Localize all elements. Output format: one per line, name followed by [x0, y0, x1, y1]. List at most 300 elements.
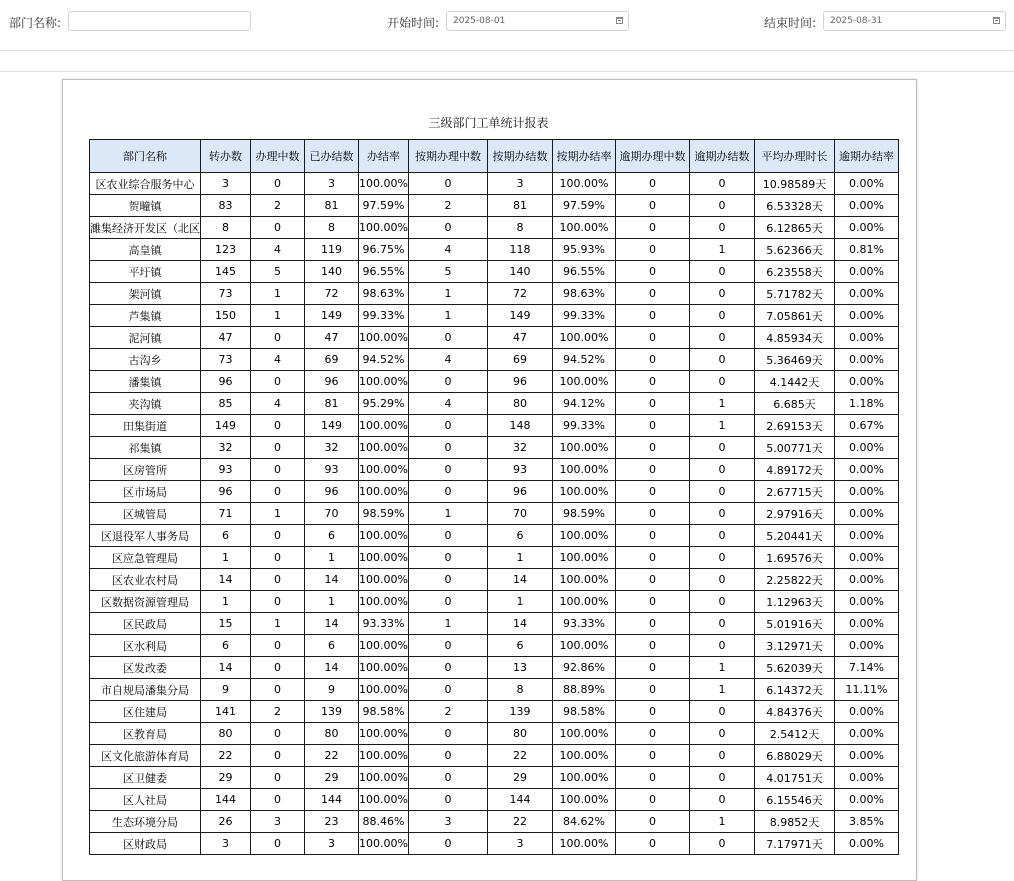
table-cell: 139	[305, 701, 359, 723]
table-cell: 32	[487, 437, 552, 459]
table-cell: 14	[305, 613, 359, 635]
table-cell: 2.67715天	[754, 481, 834, 503]
table-cell: 100.00%	[359, 415, 409, 437]
table-cell: 0	[615, 767, 689, 789]
table-row	[90, 811, 899, 833]
table-cell: 99.33%	[359, 305, 409, 327]
table-cell: 5	[251, 261, 305, 283]
table-cell: 1	[689, 679, 754, 701]
table-cell: 144	[487, 789, 552, 811]
table-cell: 22	[487, 745, 552, 767]
table-cell: 0.00%	[834, 745, 898, 767]
table-cell: 100.00%	[552, 525, 615, 547]
table-cell: 0.00%	[834, 327, 898, 349]
table-row	[90, 569, 899, 591]
table-cell: 2.5412天	[754, 723, 834, 745]
table-cell: 92.86%	[552, 657, 615, 679]
table-cell: 0	[408, 591, 487, 613]
table-cell: 9	[201, 679, 251, 701]
column-header: 逾期办结数	[689, 140, 754, 173]
table-cell: 1	[305, 547, 359, 569]
table-cell: 0.00%	[834, 723, 898, 745]
table-cell: 98.58%	[359, 701, 409, 723]
table-row	[90, 591, 899, 613]
report-table	[89, 139, 899, 855]
table-cell: 100.00%	[552, 547, 615, 569]
table-cell: 1	[408, 305, 487, 327]
table-cell: 0	[251, 547, 305, 569]
table-cell: 100.00%	[552, 217, 615, 239]
table-cell: 0	[615, 283, 689, 305]
table-cell: 0	[408, 745, 487, 767]
table-cell: 3	[305, 833, 359, 855]
table-cell: 96	[305, 481, 359, 503]
table-cell: 0	[615, 701, 689, 723]
table-row	[90, 217, 899, 239]
table-row	[90, 503, 899, 525]
column-header: 按期办结数	[487, 140, 552, 173]
end-date-value: 2025-08-31	[830, 16, 883, 26]
dept-name-cell: 区财政局	[90, 833, 201, 855]
table-cell: 0	[689, 745, 754, 767]
table-cell: 0.00%	[834, 261, 898, 283]
dept-name-cell: 泥河镇	[90, 327, 201, 349]
dept-name-cell: 古沟乡	[90, 349, 201, 371]
table-row	[90, 679, 899, 701]
table-cell: 6	[487, 525, 552, 547]
table-cell: 83	[201, 195, 251, 217]
table-cell: 0	[615, 745, 689, 767]
table-body	[90, 173, 899, 855]
table-cell: 6.15546天	[754, 789, 834, 811]
table-row	[90, 261, 899, 283]
table-cell: 9	[305, 679, 359, 701]
table-cell: 1	[251, 503, 305, 525]
table-cell: 4.01751天	[754, 767, 834, 789]
table-cell: 149	[305, 305, 359, 327]
table-cell: 145	[201, 261, 251, 283]
table-cell: 5.36469天	[754, 349, 834, 371]
table-cell: 0	[615, 569, 689, 591]
table-cell: 0	[615, 305, 689, 327]
table-cell: 100.00%	[359, 635, 409, 657]
table-cell: 1.69576天	[754, 547, 834, 569]
column-header: 按期办结率	[552, 140, 615, 173]
dept-name-cell: 田集街道	[90, 415, 201, 437]
table-row	[90, 305, 899, 327]
table-cell: 100.00%	[359, 173, 409, 195]
table-cell: 0.00%	[834, 591, 898, 613]
table-row	[90, 767, 899, 789]
table-cell: 0	[615, 833, 689, 855]
table-cell: 100.00%	[359, 371, 409, 393]
column-header: 平均办理时长	[754, 140, 834, 173]
table-cell: 4.89172天	[754, 459, 834, 481]
table-cell: 0.00%	[834, 701, 898, 723]
table-cell: 100.00%	[552, 833, 615, 855]
divider	[0, 71, 1014, 72]
table-row	[90, 481, 899, 503]
table-cell: 0	[615, 349, 689, 371]
table-cell: 0	[689, 613, 754, 635]
table-cell: 0	[615, 415, 689, 437]
divider	[0, 50, 1014, 51]
table-cell: 5	[408, 261, 487, 283]
table-cell: 1	[408, 503, 487, 525]
table-cell: 96.75%	[359, 239, 409, 261]
table-cell: 0	[615, 437, 689, 459]
table-cell: 100.00%	[359, 789, 409, 811]
table-cell: 14	[487, 569, 552, 591]
table-cell: 93	[487, 459, 552, 481]
table-cell: 0	[689, 833, 754, 855]
table-cell: 0.00%	[834, 173, 898, 195]
table-cell: 72	[487, 283, 552, 305]
table-cell: 144	[305, 789, 359, 811]
table-cell: 0	[251, 745, 305, 767]
table-cell: 0	[615, 261, 689, 283]
table-cell: 0	[251, 569, 305, 591]
table-cell: 71	[201, 503, 251, 525]
table-cell: 6	[201, 525, 251, 547]
table-cell: 100.00%	[359, 679, 409, 701]
table-cell: 0	[689, 789, 754, 811]
dept-name-cell: 区农业农村局	[90, 569, 201, 591]
table-cell: 5.00771天	[754, 437, 834, 459]
table-cell: 0	[689, 481, 754, 503]
table-cell: 96	[201, 481, 251, 503]
table-cell: 100.00%	[552, 591, 615, 613]
dept-name-cell: 区教育局	[90, 723, 201, 745]
table-cell: 2	[408, 701, 487, 723]
table-cell: 0	[408, 217, 487, 239]
table-cell: 0	[689, 547, 754, 569]
table-cell: 5.62039天	[754, 657, 834, 679]
table-cell: 0	[689, 591, 754, 613]
table-cell: 0.00%	[834, 481, 898, 503]
table-cell: 1	[689, 393, 754, 415]
table-cell: 96.55%	[359, 261, 409, 283]
table-cell: 70	[305, 503, 359, 525]
table-cell: 0	[408, 371, 487, 393]
table-cell: 81	[487, 195, 552, 217]
table-cell: 81	[305, 195, 359, 217]
table-cell: 0	[615, 591, 689, 613]
table-cell: 0	[615, 327, 689, 349]
table-cell: 0	[251, 481, 305, 503]
table-cell: 100.00%	[552, 767, 615, 789]
table-cell: 4	[251, 239, 305, 261]
table-row	[90, 239, 899, 261]
table-cell: 5.71782天	[754, 283, 834, 305]
table-cell: 0	[251, 437, 305, 459]
table-cell: 4	[408, 349, 487, 371]
table-cell: 96.55%	[552, 261, 615, 283]
table-cell: 2	[251, 195, 305, 217]
table-cell: 80	[201, 723, 251, 745]
table-cell: 6	[305, 635, 359, 657]
table-cell: 99.33%	[552, 415, 615, 437]
table-cell: 23	[305, 811, 359, 833]
table-cell: 100.00%	[359, 569, 409, 591]
dept-name-input[interactable]	[68, 11, 251, 31]
table-cell: 0	[689, 327, 754, 349]
table-cell: 0	[689, 305, 754, 327]
table-cell: 139	[487, 701, 552, 723]
table-cell: 4.84376天	[754, 701, 834, 723]
table-cell: 100.00%	[359, 437, 409, 459]
table-cell: 0	[689, 723, 754, 745]
table-cell: 85	[201, 393, 251, 415]
column-header: 按期办理中数	[408, 140, 487, 173]
table-cell: 1	[689, 415, 754, 437]
table-cell: 6.88029天	[754, 745, 834, 767]
table-cell: 0	[251, 591, 305, 613]
table-cell: 0	[615, 657, 689, 679]
table-cell: 1	[251, 283, 305, 305]
dept-name-cell: 区数据资源管理局	[90, 591, 201, 613]
table-cell: 93.33%	[552, 613, 615, 635]
table-cell: 100.00%	[552, 437, 615, 459]
table-cell: 150	[201, 305, 251, 327]
table-cell: 0.00%	[834, 305, 898, 327]
table-cell: 0.00%	[834, 217, 898, 239]
calendar-icon[interactable]	[993, 17, 1000, 24]
table-cell: 80	[487, 723, 552, 745]
table-cell: 3	[487, 833, 552, 855]
table-cell: 0	[251, 459, 305, 481]
table-cell: 3	[408, 811, 487, 833]
table-cell: 0	[251, 833, 305, 855]
table-cell: 0	[615, 371, 689, 393]
table-cell: 149	[305, 415, 359, 437]
table-cell: 140	[305, 261, 359, 283]
dept-name-cell: 区城管局	[90, 503, 201, 525]
dept-name-cell: 区退役军人事务局	[90, 525, 201, 547]
table-cell: 0	[689, 525, 754, 547]
table-cell: 1	[408, 613, 487, 635]
table-cell: 14	[201, 569, 251, 591]
table-cell: 100.00%	[552, 173, 615, 195]
table-cell: 0	[251, 657, 305, 679]
table-cell: 3.85%	[834, 811, 898, 833]
table-row	[90, 283, 899, 305]
table-cell: 0	[689, 195, 754, 217]
table-row	[90, 789, 899, 811]
table-row	[90, 833, 899, 855]
table-cell: 100.00%	[552, 723, 615, 745]
table-cell: 1.18%	[834, 393, 898, 415]
table-row	[90, 613, 899, 635]
table-cell: 0.00%	[834, 613, 898, 635]
column-header: 转办数	[201, 140, 251, 173]
table-cell: 7.17971天	[754, 833, 834, 855]
table-cell: 98.63%	[359, 283, 409, 305]
table-cell: 100.00%	[552, 745, 615, 767]
table-cell: 118	[487, 239, 552, 261]
table-cell: 0	[615, 613, 689, 635]
table-row	[90, 547, 899, 569]
table-cell: 0.00%	[834, 789, 898, 811]
table-cell: 11.11%	[834, 679, 898, 701]
table-cell: 0	[615, 481, 689, 503]
table-cell: 0	[689, 261, 754, 283]
dept-name-cell: 夹沟镇	[90, 393, 201, 415]
table-cell: 0.67%	[834, 415, 898, 437]
table-cell: 70	[487, 503, 552, 525]
table-cell: 4	[251, 349, 305, 371]
table-cell: 0	[408, 437, 487, 459]
table-cell: 100.00%	[359, 591, 409, 613]
table-cell: 0	[689, 767, 754, 789]
table-cell: 98.59%	[359, 503, 409, 525]
table-cell: 0.00%	[834, 195, 898, 217]
dept-name-cell: 区房管所	[90, 459, 201, 481]
table-row	[90, 723, 899, 745]
table-cell: 0.81%	[834, 239, 898, 261]
table-cell: 0	[408, 679, 487, 701]
table-cell: 73	[201, 283, 251, 305]
table-cell: 0	[408, 415, 487, 437]
table-cell: 29	[305, 767, 359, 789]
start-date-value: 2025-08-01	[453, 16, 506, 26]
table-cell: 14	[487, 613, 552, 635]
table-cell: 15	[201, 613, 251, 635]
table-cell: 5.62366天	[754, 239, 834, 261]
table-cell: 96	[305, 371, 359, 393]
table-cell: 3	[487, 173, 552, 195]
table-cell: 1	[689, 811, 754, 833]
table-cell: 2.69153天	[754, 415, 834, 437]
table-cell: 0.00%	[834, 349, 898, 371]
table-cell: 14	[201, 657, 251, 679]
table-cell: 0.00%	[834, 503, 898, 525]
table-cell: 94.52%	[552, 349, 615, 371]
dept-name-cell: 生态环境分局	[90, 811, 201, 833]
table-cell: 0	[251, 635, 305, 657]
table-cell: 94.52%	[359, 349, 409, 371]
table-cell: 4	[251, 393, 305, 415]
table-cell: 0	[408, 525, 487, 547]
table-cell: 100.00%	[359, 767, 409, 789]
table-cell: 0	[408, 723, 487, 745]
table-cell: 3	[201, 173, 251, 195]
table-cell: 0	[689, 437, 754, 459]
table-cell: 13	[487, 657, 552, 679]
table-cell: 100.00%	[359, 481, 409, 503]
table-cell: 0	[689, 503, 754, 525]
table-cell: 0	[408, 569, 487, 591]
table-cell: 2	[251, 701, 305, 723]
start-date-input[interactable]	[446, 11, 629, 31]
table-cell: 0	[408, 635, 487, 657]
table-cell: 0	[689, 217, 754, 239]
calendar-icon[interactable]	[616, 17, 623, 24]
table-cell: 0	[689, 701, 754, 723]
table-cell: 69	[305, 349, 359, 371]
table-cell: 0.00%	[834, 437, 898, 459]
table-cell: 8	[201, 217, 251, 239]
table-cell: 1	[305, 591, 359, 613]
table-row	[90, 701, 899, 723]
start-time-label: 开始时间:	[387, 16, 440, 30]
table-cell: 99.33%	[552, 305, 615, 327]
table-cell: 1	[251, 613, 305, 635]
table-cell: 1	[201, 591, 251, 613]
table-row	[90, 437, 899, 459]
table-cell: 22	[201, 745, 251, 767]
table-cell: 0	[251, 371, 305, 393]
table-cell: 47	[487, 327, 552, 349]
table-cell: 0.00%	[834, 635, 898, 657]
table-cell: 93	[201, 459, 251, 481]
table-cell: 5.01916天	[754, 613, 834, 635]
table-cell: 8	[305, 217, 359, 239]
table-cell: 0	[689, 569, 754, 591]
table-cell: 0	[615, 217, 689, 239]
table-cell: 100.00%	[552, 481, 615, 503]
table-cell: 1	[487, 547, 552, 569]
dept-name-cell: 区卫健委	[90, 767, 201, 789]
table-row	[90, 349, 899, 371]
table-cell: 6.14372天	[754, 679, 834, 701]
end-time-label: 结束时间:	[764, 16, 817, 30]
dept-name-cell: 高皇镇	[90, 239, 201, 261]
table-cell: 98.63%	[552, 283, 615, 305]
end-date-input[interactable]	[823, 11, 1006, 31]
table-cell: 88.89%	[552, 679, 615, 701]
table-cell: 0	[689, 459, 754, 481]
dept-name-cell: 区住建局	[90, 701, 201, 723]
table-cell: 1	[689, 239, 754, 261]
dept-name-cell: 区农业综合服务中心	[90, 173, 201, 195]
table-cell: 119	[305, 239, 359, 261]
table-cell: 0.00%	[834, 833, 898, 855]
table-cell: 0	[689, 283, 754, 305]
table-cell: 4	[408, 239, 487, 261]
table-cell: 73	[201, 349, 251, 371]
table-cell: 0	[408, 833, 487, 855]
table-cell: 0	[615, 789, 689, 811]
table-cell: 140	[487, 261, 552, 283]
table-cell: 0.00%	[834, 459, 898, 481]
table-cell: 0	[408, 657, 487, 679]
table-cell: 100.00%	[359, 833, 409, 855]
table-cell: 97.59%	[552, 195, 615, 217]
table-cell: 148	[487, 415, 552, 437]
table-cell: 0	[615, 393, 689, 415]
table-cell: 8	[487, 679, 552, 701]
table-cell: 69	[487, 349, 552, 371]
table-cell: 3	[251, 811, 305, 833]
table-cell: 0	[408, 459, 487, 481]
table-cell: 0	[615, 173, 689, 195]
table-cell: 47	[305, 327, 359, 349]
table-row	[90, 173, 899, 195]
table-cell: 0.00%	[834, 525, 898, 547]
dept-name-cell: 濉集经济开发区（北区	[90, 217, 201, 239]
table-cell: 1	[201, 547, 251, 569]
table-cell: 100.00%	[552, 569, 615, 591]
table-row	[90, 745, 899, 767]
table-cell: 0	[408, 173, 487, 195]
table-cell: 5.20441天	[754, 525, 834, 547]
table-cell: 0	[251, 327, 305, 349]
table-cell: 0	[408, 547, 487, 569]
table-cell: 1	[251, 305, 305, 327]
table-cell: 3	[305, 173, 359, 195]
table-cell: 0	[615, 723, 689, 745]
